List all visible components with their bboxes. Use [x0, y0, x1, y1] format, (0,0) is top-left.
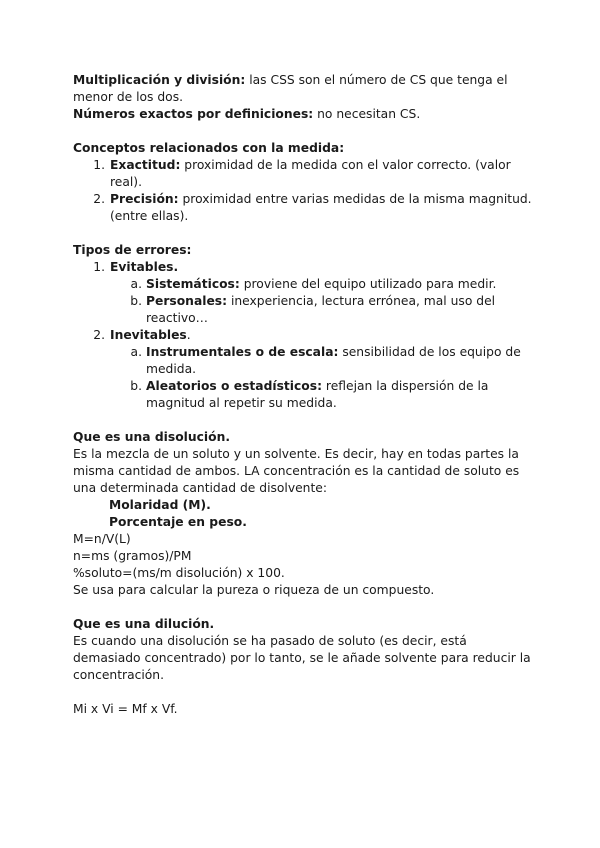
list-item [73, 327, 533, 344]
dilucion-body: Es cuando una disolución se ha pasado de soluto (es decir, está demasiado concentrado) por lo tanto, se le añade solvente para reducir la concentración. [73, 634, 531, 682]
group-label: Inevitables [110, 328, 187, 342]
list-item [73, 259, 533, 276]
list-letter: b. [130, 379, 142, 393]
sub-heading-porcentaje: Porcentaje en peso. [109, 515, 247, 529]
list-letter: b. [130, 294, 142, 308]
list-number: 2. [93, 192, 105, 206]
text: sensibilidad de los equipo de medida. [146, 345, 521, 376]
sub-list-item [73, 344, 533, 378]
disolucion-heading: Que es una disolución. [73, 430, 230, 444]
sub-list-item [73, 293, 533, 327]
dilucion-formula: Mi x Vi = Mf x Vf. [73, 702, 178, 716]
conceptos-heading: Conceptos relacionados con la medida: [73, 141, 345, 155]
group-suffix: . [186, 328, 191, 342]
text: no necesitan CS. [313, 107, 421, 121]
text: las CSS son el número de CS que tenga el menor de los dos. [73, 73, 508, 104]
disolucion-body: Es la mezcla de un soluto y un solvente. Es decir, hay en todas partes la misma cantidad de ambos. LA concentración es la cantidad de soluto es una determinada cantidad de disolvente: [73, 447, 520, 495]
list-number: 1. [93, 260, 105, 274]
list-letter: a. [130, 345, 142, 359]
term: Números exactos por definiciones: [73, 107, 314, 121]
dilucion-heading: Que es una dilución. [73, 617, 215, 631]
list-number: 1. [93, 158, 105, 172]
sub-list-item [73, 378, 533, 412]
group-label: Evitables. [110, 260, 179, 274]
term: Precisión: [110, 192, 179, 206]
list-number: 2. [93, 328, 105, 342]
term: Aleatorios o estadísticos: [146, 379, 322, 393]
term: Instrumentales o de escala: [146, 345, 339, 359]
term: Multiplicación y división: [73, 73, 246, 87]
list-item [73, 157, 533, 191]
formula-note: Se usa para calcular la pureza o riqueza de un compuesto. [73, 583, 435, 597]
text: proviene del equipo utilizado para medir. [239, 277, 497, 291]
term: Personales: [146, 294, 228, 308]
formula-line: M=n/V(L) [73, 532, 131, 546]
document-page [73, 72, 533, 718]
list-letter: a. [130, 277, 142, 291]
sub-heading-molaridad: Molaridad (M). [109, 498, 211, 512]
sub-list-item [73, 276, 533, 293]
term: Sistemáticos: [146, 277, 240, 291]
formula-line: %soluto=(ms/m disolución) x 100. [73, 566, 285, 580]
list-item [73, 191, 533, 225]
errores-heading: Tipos de errores: [73, 243, 192, 257]
text: inexperiencia, lectura errónea, mal uso del reactivo… [146, 294, 496, 325]
text: proximidad entre varias medidas de la misma magnitud. (entre ellas). [110, 192, 532, 223]
formula-line: n=ms (gramos)/PM [73, 549, 192, 563]
intro-multiplicacion [73, 72, 533, 106]
term: Exactitud: [110, 158, 181, 172]
intro-numeros-exactos [73, 106, 533, 123]
text: reflejan la dispersión de la magnitud al repetir su medida. [146, 379, 489, 410]
text: proximidad de la medida con el valor correcto. (valor real). [110, 158, 511, 189]
